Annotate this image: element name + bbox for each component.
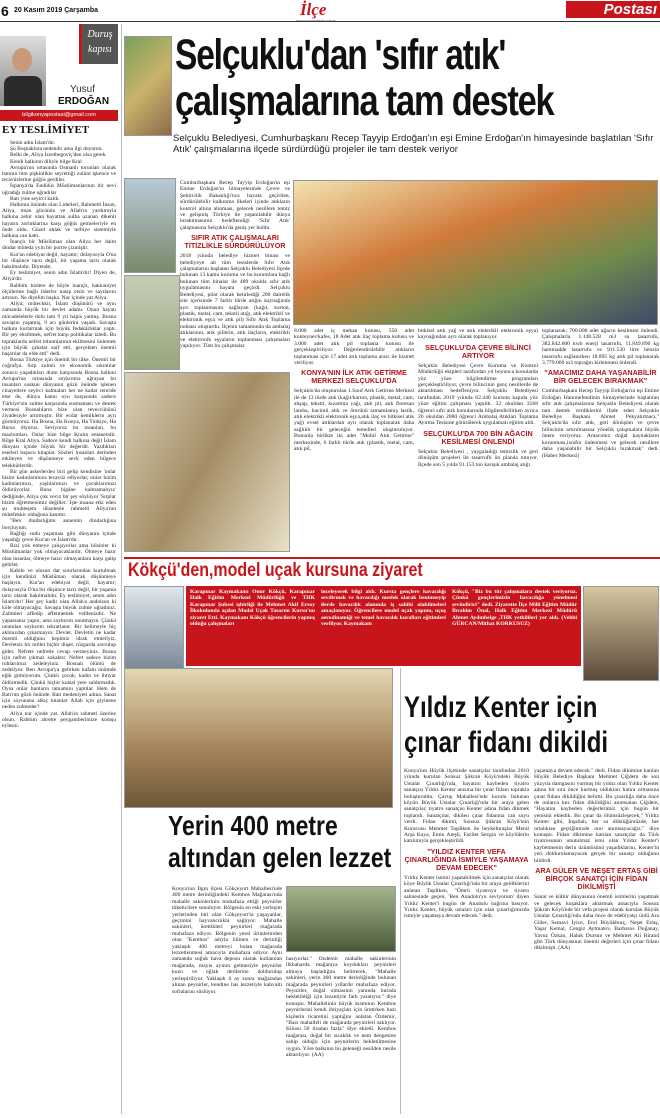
taste-headline [168, 810, 398, 882]
tree-subhead-2: ARA GÜLER VE NEŞET ERTAŞ GİBİ BİRÇOK SANATÇI İÇİN FİDAN DİKİLMİŞTİ [535, 866, 658, 892]
main-subhead-5: "AMACIMIZ DAHA YAŞANABİLİR BİR GELECEK BIRAKMAK" [544, 368, 657, 386]
column-title: EY TESLİMİYET [2, 124, 90, 136]
section-title: İlçe [300, 0, 327, 19]
column-paragraph: İnançlı bir Müslüman olan Aliya her daim dindar müteda yyin bir portre çizmiştir. [2, 239, 116, 252]
plane-photo-left [124, 586, 184, 681]
column-paragraph: Batı yine seyirci kaldı. [10, 195, 60, 202]
column-paragraph: Rabbim bizlere de böyle inançlı, hakkaniyet ölçülerine bağlı liderler nasip etsin ve sayılarını artırsın. Ne diyelim başka. Nur içinde yat Aliya. [2, 282, 116, 302]
page-header [0, 0, 660, 22]
main-col-3-text: bitkisel atık yağ ve atık elektrikli elektronik eşya) kaynağından ayrı olarak toplanıyor. [418, 328, 538, 341]
column-paragraph: Bizi yok etmeye çalışıyorlar ama bilsinler ki Müslümanlar yok olmayacaklardır. Ölmeye hazır olan insanlar, ölmeye hazır olmayanlara karşı galip gelirler. [2, 543, 116, 568]
taste-photo-small [286, 886, 396, 952]
taste-headline-line-1: Yerin 400 metre [168, 810, 338, 841]
tree-col-2-text: yaşamaya devam edecek." dedi. Fidan dikimine katılan Hüyük Belediye Başkanı Mehmet Çiğdem de son yüzyıla damgasını vurmuş bir yıldız olan Yıldız Kenter adına bir sıra önce kurmuş oldukları hatıra ormanına çınar fidanı dikildiğini belirtti. Bu çınarlığa daha önce de onlarca kez fidan dikildiğini anımsatan Çiğdem, "Hayatını kaybeden değerlerimiz için bugün bir yenisini ekledik. Bu çınar da ölümsüzleşecek," Yıldız Kenter gibi, İnşallah, her su döktüğümüzde, her ortalıktan geçtiğimizde onu anımsayacağız." diye konuştu. Fidan dikimine katılan sanatçılar da Türk tiyatrosunun unutulmaz ismi olan Yıldız Kenter'i kaybetmenin derin üzüntüsünü yaşadıklarını, Kenter'in yeri doldurulamayacak gerçek bir sanatçı olduğunu bildirdi. [534, 768, 659, 864]
main-photo-lower-left [124, 372, 290, 552]
main-deck: Selçuklu Belediyesi, Cumhurbaşkanı Recep Tayyip Erdoğan'ın eşi Emine Erdoğan'ın himayesinde başlatılan 'Sıfır Atık' çalışmalarına ilçede sürdürdüğü projeler ile tam destek veriyor [173, 134, 654, 155]
column-badge [79, 24, 118, 64]
newspaper-logo [566, 1, 660, 18]
badge-line-2: kapısı [88, 44, 112, 55]
main-col-4 [542, 328, 659, 553]
main-col-3c-text: Selçuklu Belediyesi , yaygaladığı temizlik ve geri dönüşüm projeleri ile tasarruflı ön planda tutuyor. İlçede son 5 yılda 91.153 ton karışık ambalaj atığı [418, 448, 538, 468]
main-photo-left [124, 178, 176, 273]
main-photo-center [293, 180, 658, 325]
author-first-name: Yusuf [70, 84, 96, 95]
main-col-2b-text: Selçuklu'da oluşturulan 1.Sınıf Atık Getirme Merkezi ile de 13 türde atık (kağıt/karton, plastik, metal, cam, ahşap, tekstil, kızartma yağı, atık pil, atık floresan lamba, hacimli atık ve ömrünü tamamlamış lastik, atık elektrikli elektronik eşya,atık ilaç ve bitkisel atık yağ) evsel atıklardan ayrı olarak toplanarak daha sağlıklı bir geleceğin temelleri oluşturuluyor. Bununla birlikte iki adet "Mobil Atık Getirme" merkezinde, 6 farklı türde atık (plastik, metal, cam, atık pil, [294, 388, 414, 453]
tree-col-2 [534, 768, 659, 1114]
author-email[interactable]: bilgikonyapostasi@gmail.com [0, 110, 118, 121]
column-paragraph: Kabile ve ulusun dar sınırlarından kurtulmak için kendinizi Müslüman olarak düşünmeye başlayın. Kur'an edebiyat değil, hayattır; dolayısıyla O'na bir düşünce tarzı değil, bir yaşama tarzı olarak bakılmalıdır. Ey teslimiyet, senin adın İslam'dır! Her şey kadir olan Allah'a andolsun ki köle olmayacağız. Savaşta büyük zulme uğradınız. Zalimleri affedip affetmemek vefdenizdir. Ne yaparsanız yapın, ama soykırım unutmayın. Çünkü unutulan soykırım tekrarlanır. Bir kelimeyle hiç aklınızdan çıkarmayın: Devlet. Devletin ne kadar önemli olduğunu hepimiz idrak etmeliyiz. Devletsiz bir millet hiçbir düşer, rüzgarda savrulup gider. Nefrete nefretle cevap vermeyiniz. Bosna için nefret çıkmaz sokaktır. Nefret sadece bizim ruhlarımızı zedeleyiniz. Bosnalı ölümü de zedeliyor. Ben Avrupa'ya gelirken kafam önümde eğik gitmiyorum. Çünkü çocuk, kadın ve ihtiyar öldürmedik. Çünkü hiçbir kutsal yere saldırmadık. Oysa onlar bunların tamamını yaptılar. Hem de Batı'nın gözü önünde. Batı medeniyeti adına. Sanat için soyunana alkış tutanlar Allah için giyinene neden zulmeder? [2, 568, 116, 711]
column-paragraph: Aliya; müteckkir, İslam düşünürü ve aynı zamanda büyük bir devlet adamı. Onun hayatı mücadelelerle dolu tam 9 yıl hapis yatmış. Bosna savaşını yaşamış, 9 acı günlerini yaşadı. Savaşta halkını kurtarmak için büyük fedakârlıklar yaptı. Bir şey eksiltmek, nefret karşı politikalar izledi. Bu topraklarda nefret tohumlarının ekilmesini önlemek için büyük çabalar sarf etti, gerçekten önemli başarılar da elde etti" dedi. [2, 301, 116, 357]
tree-headline-line-1: Yıldız Kenter için [404, 691, 598, 724]
author-last-name: ERDOĞAN [58, 96, 110, 107]
main-col-1b-text: 2018 yılında belediye hizmet binası ve belediyeye ait tüm tesislerde Sıfır Atık çalışmalarını başlatan Selçuklu Belediyesi ilçede bulunan 13 kamu kurumu ve bu kurumlara bağlı bulunan tüm binalar ile 489 okulda sıfır atık uygulamasını hayata geçirdi. Selçuklu Belediyesi, pilot olarak belirlediği 200 dairelik site içerisinde 7 farklı türde atığın kaynağında ayrı toplanmasını sağlayan (kağıt, karton, plastik, metal, cam, tekstil atığı, atık elektrikli ve elektronik eşya ve atık pil) Sıfır Atık Toplama noktası oluşturdu. İlçenin tamamında da ambalaj atıklarının, atık pillerin, atık ilaçların, elektrikli ve elektronik eşyaların toplanması çalışmaları yapılıyor. Tüm bu çalışmalar [180, 253, 290, 349]
plane-photo-right [583, 586, 659, 681]
column-paragraph: Kur'an edebiyat değil, hayattır; dolayısıyla O'na bir düşünce tarzı değil, bir yaşama tarzı olarak bakılmalıdır. Diyende; [2, 251, 116, 271]
main-subhead-2: KONYA'NIN İLK ATIK GETİRME MERKEZİ SELÇUKLU'DA [301, 368, 407, 386]
main-photo-bottom [124, 275, 180, 370]
column-body [2, 140, 116, 1115]
main-col-2-text: 8.000 adet iç mekan kutusu, 550 adet konteyner/kafes, 18 Adet atık ilaç toplama kutusu ve 3.000 adet atık pil toplama kutusu ile gerçekleştiriliyor. Değerlendirilebilir atıkların toplanması için 17 adet atık toplama aracı ile hizmet veriliyor. [294, 328, 414, 367]
taste-photo [124, 668, 393, 808]
plane-text-box [186, 586, 581, 666]
taste-headline-line-2: altından gelen lezzet [168, 842, 392, 873]
badge-line-1: Duruş [87, 29, 113, 40]
main-photo-top [124, 36, 172, 136]
main-headline [175, 32, 660, 132]
main-col-2 [294, 328, 414, 553]
tree-headline-line-2: çınar fidanı dikildi [404, 726, 609, 759]
main-col-1-text: Cumhurbaşkanı Recep Tayyip Erdoğan'ın eşi Emine Erdoğan'ın himayelerinde Çevre ve Şehircilik Bakanlığı'nca hayata geçirilen, sürdürülebilir kalkınma ilkeleri içinde atıkların kontrol altına alınması, gelecek nesillere temiz ve gelişmiş Türkiye ile yaşanılabilir dünya bırakılmasının hedeflendiği 'Sıfır Atık' çalışmasına Selçuklu'da geniş yer buldu. [180, 180, 290, 231]
column-paragraph: Avrupa'nın ortasında Osmanlı torunları olarak batının tüm pişkinlikle seyrettiği zulüm işkence ve tecavüzlerine göğüs gerdiler. [2, 164, 116, 184]
column-paragraph: "Ben dindarlığımı annemin dindarlığına borçluyum. [2, 518, 116, 531]
plane-col-2: inceleyerek bilgi aldı. Kursta gençlere havacılığı sevdirmek ve havacılığı meslek olarak benimseyip ilerde havacılık alanında iş sahibi olabilmeleri amaçlanıyor. Öğrencilere model uçak yapımı, uçuş aerodinamiği ve temel havacılık kuralları eğitimleri veriliyor. Kaymakam [321, 589, 446, 628]
tree-subhead-1: "YILDIZ KENTER VEFA ÇINARLIĞINDA İSMİYLE YAŞAMAYA DEVAM EDECEK" [404, 846, 529, 872]
page-number: 6 [1, 3, 9, 19]
issue-date: 20 Kasım 2019 Çarşamba [14, 7, 99, 14]
main-col-3 [418, 328, 538, 553]
main-col-4b-text: Cumhurbaşkanı Recep Tayyip Erdoğan'ın eşi Emine Erdoğan Hanımefendinin himayelerinde başlatılan sıfır atık çalışmalarına Selçuklu Belediyesi olarak tam destek verdiklerini ifade eden Selçuklu Belediye Başkanı Ahmet Pekyatırmacı," Selçuklu'da sıfır atık, geri dönüşüm ve çevre bilincinin artırılmasına yönelik çalışmalara büyük önem veriyoruz. Amacımız doğal kaynakların korunması,israfın önlenmesi ve gelecek nesillere daha yaşanabilir bir Selçuklu bırakmak" dedi. (Haber Merkezi) [542, 388, 659, 459]
main-subhead-4: SELÇUKLU'DA 700 BİN AĞACIN KESİLMESİ ÖNLENDİ [423, 428, 533, 446]
main-col-3b-text: Selçuklu Belediyesi Çevre Koruma ve Kontrol Müdürlüğü ekipleri tarafından yıl boyunca konularda yüz yüze bilgilendirme programları gerçekleştiriliyor, çevre bilincinin genç nesillerde de aktarılması hedefleniyor. Selçuklu Belediyesi tarafından 2019 yılında 62.440 kursuta kapıda yüz yüze eğitim çalışması yapıldı. 32 okuldan 3568 öğrenci sıfır atık konularında bilgilendirilirken ayrıca 26 okuldan 2080 öğrenci Ambalaj Atıkları Toplama Ayırma Tesisine götürülerek uygulamalı eğitim aldı. [418, 362, 538, 427]
plane-col-3: Kökçü, "Biz bu tür çalışmalara destek veriyoruz. Çünkü gençlerimizin havacılığa yönelmesi sevindirici" dedi. Ziyarette İlçe Milli Eğitim Müdür İbrahim Önal, Halk Eğitim Merkezi Müdürü Ahmet Aydınbelge ,THK yetkilileri yer aldı. (Vehbi GÜRCAN/Mithat KORKUSUZ) [452, 589, 577, 628]
main-col-4-text: toplanarak; 700.000 adet ağacın kesilmesi önlendi. Çalışmalarla 1.148.528 m3 su tasarrufu, 382.842.600 kwh enerji tasarrufu, 11.849.890 kg hammadde tasarrufu ve 911.530 litre benzin tasarrufu sağlanırken 18.895 kg atık pil toplanarak 3.779.000 m3 toprağın kirlenmesi önlendi. [542, 328, 659, 367]
tree-headline [404, 690, 660, 780]
main-headline-line-1: Selçuklu'dan 'sıfır atık' [175, 32, 506, 79]
column-paragraph: Aliya nur içinde yat. Allah'ın rahmeti üzerine olsun. Rabbim ahrette peygamberimize komşu eylesin. [2, 710, 116, 730]
tree-col-2b-text: Sanat ve kültür dünyasının önemli isimlerini yaşatmak ve gelecek kuşaklara aktarmak amacıyla Sonsuz Şükran Köyü'nde bir vefa projesi olarak kurulan Büyük Ustalar Çınarlığı'nda daha önce de edebiyatçı ünlü Ara Güler, Semavi İyice, Erol Büyükburç, Neşet Ertaş, Yaşar Kemal, Cengiz Aytmatov, Barbaros Doğanay, Yavuz Özkan, Haluk Dursun ve Mehmet Ali Birand gibi Türk dünyasının önemli değerleri için çınar fidanı dikilmişti. (AA) [534, 894, 659, 952]
column-paragraph: Bir gün askerlerden biri gelip kendisine 'onlar bizim kadınlarımıza tecavüz ediyorlar, onlar bizim kadınlarımızı, yaşlılarımızı ve çocuklarımızı öldürüyorlar. Buna bigâne kalmamalıyız' dediğinde, Aliya çok veciz bir şey söylüyor 'Sırplar bizim öğretmenimiz değiller.' İşte insana etki eden şu muhteşem düzelenle rahmetli Aliya'nın mütefekkir olduğuna kanıttır. [2, 468, 116, 519]
column-paragraph: Ey teslimiyet, senin adın İslam'dır! Diyen de, Aliya'dır. [2, 270, 116, 283]
main-headline-line-2: çalışmalarına tam destek [175, 77, 554, 125]
plane-headline: Kökçü'den,model uçak kursuna ziyaret [128, 560, 423, 581]
taste-col-1: Konya'nın İlgın ilçesi Gökçeyurt Mahallesi'nde 400 metre derinliğindeki Kembos Mağarası'nda mahalle sakinlerinin muhafaza ettiği peynirler tüketicilere sunuluyor. Bölgenin en eski yerleşim yerlerinden biri olan Gökçeyurt'ta yaşayanlar, geçimini hayvancılıkla sağlıyor. Mahalle sakinleri, ürettikleri peynirleri mağarada muhafaza ediyor. Bölgenin yerel ürünlerinden olan "Kembos" adıyla bilinen ve derinliği yaklaşık 400 metreyi bulan mağarada lezzetlenmesi amacıyla muhafaza ediyor. Aynı zamanda soğuk hava deposu olarak kullanılan mağarada, mayıs ayının gelmesiyle peynirler kuzu ve oğlak derilerine doldurulup yerleştiriliyor. Yaklaşık 6 ay sonra mağaradan alınan peynirler, kendine has lezzetiyle kahvaltı sofralarını süslüyor. [172, 886, 282, 995]
main-subhead-1: SIFIR ATIK ÇALIŞMALARI TİTİZLİKLE SÜRDÜRÜLÜYOR [184, 233, 286, 251]
column-paragraph: Senin adın İslam'dır. [10, 140, 56, 146]
author-photo [0, 36, 46, 106]
opinion-column [0, 24, 118, 1118]
main-col-1 [180, 180, 290, 370]
column-paragraph: Şu Boşnaklara nedendir ama ilgi duyarım. [10, 146, 103, 153]
column-paragraph: İspanya'da Endülüs Müslümanlarının bir nevi uğradığı zulme uğradılar [2, 183, 116, 196]
tree-col-1b-text: Yıldız Kenter ismini yaşatabilmek için sanatçılar olarak köye Büyük Ustalar Çınarlığı'nda bir araya geldiklerini anlatan Taşdiken, "Ömrü tiyatroya ve tiyatro sahnesinde geçen, 'Ben Anadolu'yu seviyorum' diyen Yıldız Kenter'i bugün de Anadolu bağrına basıyor. Yıldız Kenter, büyük ustaları için olan çınarlığımızda ismiyle yaşamaya devam edecek." dedi. [404, 874, 529, 920]
column-paragraph: Halkının önünde olan Liderleri, Rahmetli İnsan, Aliya, iman gücünün ve Allah'ın yardımıyla halkına zehir olan hayattan sulha uzanan dikenli hayatın zorluklarına karşı göğüs germeleriyle en önde oldu. Güzel ahlak ve terbiye sistemiyle halkına can kattı. [2, 202, 116, 240]
taste-col-2: basıyorlar." Özdemir mahalle sakinlerinin ilkbaharda mağaraya koydukları peynirleri almaya başladığını belirterek, "Mahalle sakinleri, yerin 400 metre derinliğinde bulunan mağarada peynirleri yıllardır muhafaza ediyor. Peynirler, doğal olmasının yanında burada bekletildiği için lezzetiyle fark yaratıyor." diye konuştu. Mahallelinin büyük kısmının Kembos peynirlerini kendi ihtiyaçları için üretirken bazı kişilerin ticaretini yaptığını anlatan Özdemir, "Bazı mahalleli de mağarada peynirleri saklıyor. Kilosu 50 liradan fazla" diye ekledi. Kembos mağarası, doğal bir sıcaklık ve nem dengesine sahip olduğu için peynirlerin bekletilmesine uygun. Yöre halkının bu geleneği nesilden nesile aktarılıyor. (AA) [286, 956, 396, 1059]
column-paragraph: Belki de, Aliya İzzetbegoviç'den olsa gerek. [10, 152, 107, 159]
column-paragraph: Bağlığı sudu yaşaması gibi dünyanın içinde yaşadığı çevre Kur'an ve İslam'dır. [2, 530, 116, 543]
column-paragraph: Bosna Türkiye için önemli bir ülke. Önemli bir coğrafya. Sırp zulmü ve ekonomik sıkıntılar sonucu yaşadıkları dram karşısında Bosna halkını Avrupa'nın ortasında soykırıma uğrayan bu insanları suskun dünyanın gözü önünde işlenen cinayetlere seyirci kalmaları her ne kadar rencide etse de, dünya kamu oyu karşısında sadece Türkiye'nin zulme karşısında susmaması ve destek vermesi Bosnalıların bize olan teveccühünü ziyadesiyle artırmıştır. Bir ecdat kemiklerin ayrı görmüyoruz. Ha Bosna, Ha Konya, Ha Türkiye, Ha Bursa diyoruz. Seviyoruz bu insanları, bu mazlumları. Onlar bize bilge Kralın emanetidir. Bilge Kral Aliya. Sadece kendi halkına değil İslam dünyası içinde büyük bir değerdir. Yazdıkları eserleri başucu kitaplar. Sözleri insanları derinden etkileyen ve düşünmeye sevk eden bilgece telekkürlerdir. [2, 357, 116, 469]
tree-col-1 [404, 768, 529, 1114]
tree-col-1-text: Konya'nın Hüyük ilçesinde sanatçılar tarafından 2010 yılında kurulan Sonsuz Şükran Köyü'ndeki Büyük Ustalar Çınarlığı'nda, hayatını kaybeden tiyatro sanatçısı Yıldız Kenter anısına bir çınar fidanı toprakla buluşturuldu. Çavuş Mahallesi'nde kurulu bulunan köyün Büyük Ustalar Çınarlığı'nda bir araya gelen sanatçılar, tiyatro sanatçısı Kenter adına fidan dikmek toplandı. Sanatçılar, dikilen çınar fidanına can suyu verdi. Fidan dikimi, Sonsuz Şükran Köyü'nün Kurucusu Mehmet Taşdiken ile heykeltıraşlar Meral Arşa Kaya, Emin Ateşli, Fazilet Sezgin ve köylülerin katılımıyla gerçekleştirildi. [404, 768, 529, 845]
column-paragraph: Kendi halkının diliyle bilge Kral [10, 158, 82, 165]
main-subhead-3: SELÇUKLU'DA ÇEVRE BİLİNCİ ARTIYOR [425, 342, 531, 360]
plane-col-1: Karapınar Kaymakamı Onur Kökçü, Karapınar Halk Eğitim Merkezi Müdürlüğü ve THK Karapınar Şubesi işbirliği ile Mehmet Akif Ersoy İlkokulunda açılan Model Uçak Tasarım Kursu'nu ziyaret Etti. Kaymakam Kökçü öğrencilerin yapmış olduğu çalışmaları [190, 589, 315, 628]
logo-text: Postası [603, 1, 657, 18]
